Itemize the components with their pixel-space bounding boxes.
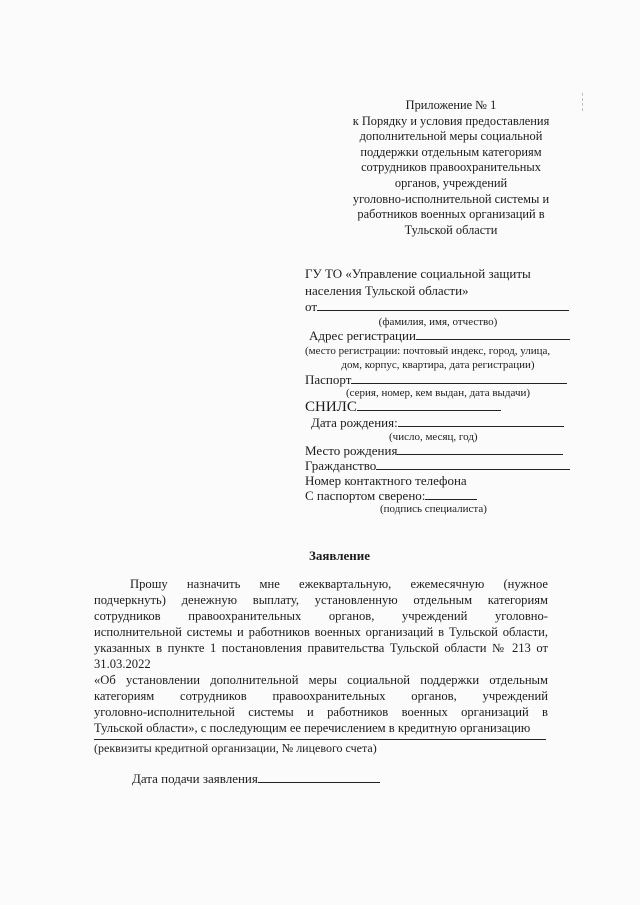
address-label: Адрес регистрации [309,328,416,343]
body-line: сотрудников правоохранительных органов, учреждений уголовно- [94,609,548,623]
snils-field [305,398,501,416]
citizenship-field [305,458,570,474]
appendix-line: Тульской области [404,222,498,237]
margin-mark: ¦ [582,92,584,101]
body-line: 31.03.2022 [94,657,151,671]
birthdate-fill-line[interactable] [398,415,564,427]
submission-date-fill-line[interactable] [258,771,380,783]
passport-label: Паспорт [305,372,352,387]
address-fill-line[interactable] [416,328,570,340]
submission-date-field [132,771,380,787]
birthdate-hint: (число, месяц, год) [389,431,478,443]
addressee-line-2: населения Тульской области» [305,283,469,298]
document-title: Заявление [309,548,371,563]
appendix-line: уголовно-исполнительной системы и [352,191,550,206]
margin-mark: ¦ [582,102,584,111]
passport-fill-line[interactable] [351,372,567,384]
body-line: «Об установлении дополнительной меры социальной поддержки отдельным [94,673,548,687]
appendix-line: сотрудников правоохранительных [361,160,541,175]
appendix-line: к Порядку и условия предоставления [352,113,550,128]
verified-label: С паспортом сверено: [305,488,426,503]
bank-details-hint: (реквизиты кредитной организации, № лицевого счета) [94,741,377,755]
body-line: категориям сотрудников правоохранительных органов, учреждений [94,689,548,703]
verified-field [305,488,477,504]
birthplace-fill-line[interactable] [397,443,563,455]
verified-hint: (подпись специалиста) [380,503,487,515]
address-hint-2: дом, корпус, квартира, дата регистрации) [341,359,535,371]
birthplace-field [305,443,563,459]
snils-label: СНИЛС [305,399,357,415]
address-hint-1: (место регистрации: почтовый индекс, город, улица, [305,345,551,357]
appendix-line: Приложение № 1 [405,98,497,112]
from-fill-line[interactable] [317,299,569,311]
passport-field [305,372,567,388]
body-line: уголовно-исполнительной системы и работников военных организаций в [94,705,548,719]
birthplace-label: Место рождения [305,443,398,458]
citizenship-fill-line[interactable] [376,458,570,470]
address-field [309,328,570,344]
citizenship-label: Гражданство [305,458,377,473]
body-line: Прошу назначить мне ежеквартальную, ежемесячную (нужное [130,577,548,591]
body-line: Тульской области», с последующим ее перечислением в кредитную организацию [94,721,531,735]
body-line: подчеркнуть) денежную выплату, установленную отдельным категориям [94,593,548,607]
snils-fill-line[interactable] [357,398,501,411]
from-hint: (фамилия, имя, отчество) [378,316,498,328]
passport-hint: (серия, номер, кем выдан, дата выдачи) [345,387,531,399]
birthdate-label: Дата рождения: [311,415,398,430]
appendix-line: дополнительной меры социальной [359,129,543,144]
from-label: от [305,299,318,314]
body-line: указанных в пункте 1 постановления правительства Тульской области № 213 от [94,641,548,655]
from-field [305,299,569,315]
phone-label: Номер контактного телефона [305,473,467,488]
addressee-line-1: ГУ ТО «Управление социальной защиты [305,266,531,281]
verified-fill-line[interactable] [425,488,477,500]
bank-details-fill-line[interactable] [94,739,546,740]
appendix-line: органов, учреждений [394,175,508,190]
appendix-line: поддержки отдельным категориям [360,144,542,159]
appendix-line: работников военных организаций в [357,207,545,222]
submission-date-label: Дата подачи заявления [132,771,258,786]
body-line: исполнительной системы и работников военных организаций в Тульской области, [94,625,548,639]
birthdate-field [311,415,564,431]
appendix-header [340,98,562,238]
